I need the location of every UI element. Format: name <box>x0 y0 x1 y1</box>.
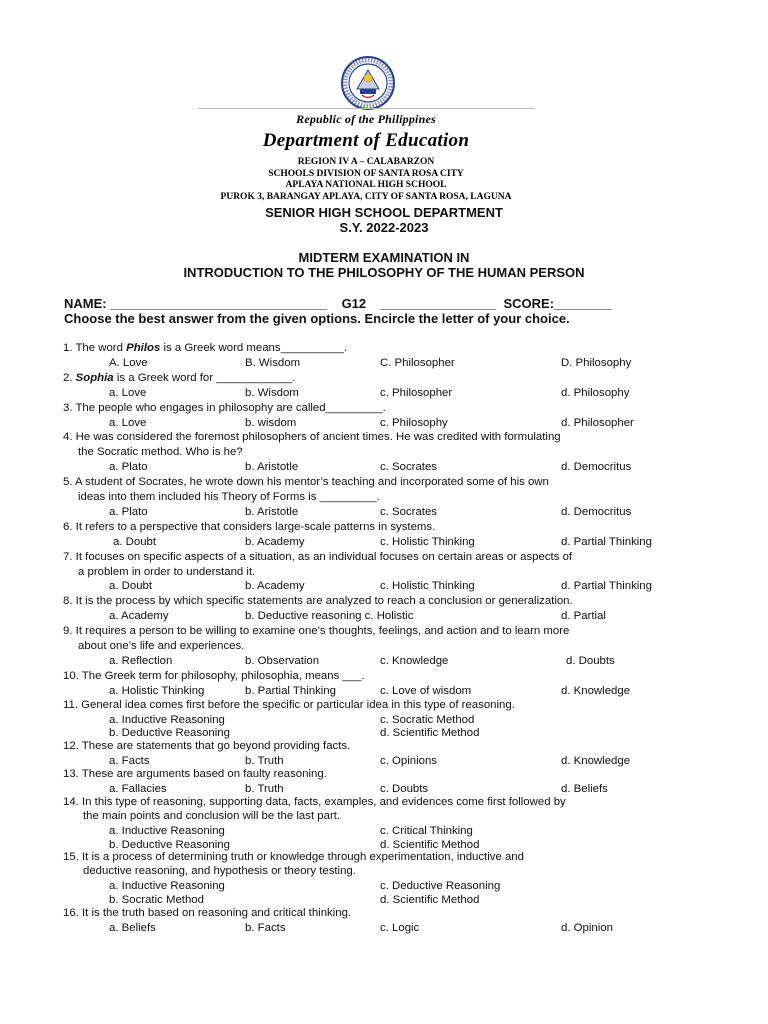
option[interactable]: c. Philosophy <box>380 416 448 429</box>
option[interactable]: d. Democritus <box>561 505 632 518</box>
question-14-options <box>63 824 703 838</box>
exam-title: MIDTERM EXAMINATION IN <box>298 250 470 265</box>
question-12-options <box>63 754 703 768</box>
letterhead-rule <box>198 108 534 109</box>
question-9: 9. It requires a person to be willing to examine one’s thoughts, feelings, and action and to learn more <box>63 625 570 638</box>
question-8: 8. It is the process by which specific statements are analyzed to reach a conclusion or generalization. <box>63 595 573 608</box>
option[interactable]: a. Doubt <box>113 535 157 548</box>
option[interactable]: a. Inductive Reasoning <box>109 880 225 893</box>
question-4: 4. He was considered the foremost philosophers of ancient times. He was credited with formulating <box>63 431 561 444</box>
question-9-options <box>63 654 703 669</box>
question-2-options <box>63 386 703 401</box>
question-13: 13. These are arguments based on faulty reasoning. <box>63 768 327 781</box>
option[interactable]: a. Inductive Reasoning <box>109 824 225 837</box>
question-10-options <box>63 684 703 699</box>
question-14-continued: the main points and conclusion will be the last part. <box>83 809 341 822</box>
option[interactable]: a. Love <box>109 416 147 429</box>
option[interactable]: D. Philosophy <box>561 356 632 369</box>
question-13-options <box>63 782 703 796</box>
question-11: 11. General idea comes first before the specific or particular idea in this type of reasoning. <box>63 698 515 711</box>
question-16-options <box>63 921 703 935</box>
option[interactable]: a. Holistic Thinking <box>109 684 205 697</box>
question-15: 15. It is a process of determining truth or knowledge through experimentation, inductive and <box>63 851 524 864</box>
option[interactable]: a. Beliefs <box>109 921 156 934</box>
option[interactable]: b. Deductive Reasoning <box>109 727 230 740</box>
option[interactable]: b. Deductive reasoning c. Holistic <box>245 610 414 623</box>
question-14-options-row2 <box>63 838 703 852</box>
option[interactable]: d. Doubts <box>566 654 615 667</box>
department-name: Department of Education <box>262 130 470 151</box>
option[interactable]: d. Philosophy <box>561 386 630 399</box>
option[interactable]: c. Holistic Thinking <box>380 535 475 548</box>
question-4-options <box>63 460 703 475</box>
question-3-options <box>63 416 703 431</box>
question-4-continued: the Socratic method. Who is he? <box>78 446 243 459</box>
subject-title: INTRODUCTION TO THE PHILOSOPHY OF THE HUMAN PERSON <box>183 265 585 280</box>
option[interactable]: b. Academy <box>245 535 305 548</box>
question-14: 14. In this type of reasoning, supporting data, facts, examples, and evidences come first followed by <box>63 795 566 808</box>
option[interactable]: b. Partial Thinking <box>245 684 336 697</box>
option[interactable]: b. Aristotle <box>245 461 299 474</box>
option[interactable]: c. Socratic Method <box>380 713 475 726</box>
option[interactable]: d. Beliefs <box>561 782 608 795</box>
school-address: PUROK 3, BARANGAY APLAYA, CITY OF SANTA ROSA, LAGUNA <box>220 191 512 202</box>
option[interactable]: b. Truth <box>245 755 284 768</box>
option[interactable]: d. Democritus <box>561 461 632 474</box>
school-year: S.Y. 2022-2023 <box>339 220 429 235</box>
option[interactable]: b. Truth <box>245 782 284 795</box>
letterhead <box>198 110 534 203</box>
question-7-options <box>63 579 703 594</box>
name-grade-score-row: NAME: ______________________________ G12 ________________ SCORE:________ <box>64 296 612 311</box>
option[interactable]: b. Socratic Method <box>109 894 204 907</box>
option[interactable]: d. Partial Thinking <box>561 580 652 593</box>
question-8-options <box>63 609 703 624</box>
option[interactable]: c. Holistic Thinking <box>380 580 475 593</box>
option[interactable]: b. Deductive Reasoning <box>109 838 230 851</box>
republic-text: Republic of the Philippines <box>296 112 436 126</box>
option[interactable]: d. Opinion <box>561 921 613 934</box>
option[interactable]: c. Philosopher <box>380 386 453 399</box>
question-15-continued: deductive reasoning, and hypothesis or theory testing. <box>83 865 356 878</box>
keyword-philos: Philos <box>126 342 161 354</box>
question-16: 16. It is the truth based on reasoning and critical thinking. <box>63 907 352 920</box>
deped-seal-icon <box>333 56 403 110</box>
option[interactable]: d. Scientific Method <box>380 838 480 851</box>
option[interactable]: c. Logic <box>380 921 420 934</box>
question-10: 10. The Greek term for philosophy, philosophia, means ___. <box>63 669 365 682</box>
division-text: SCHOOLS DIVISION OF SANTA ROSA CITY <box>268 168 464 179</box>
question-5-options <box>63 505 703 520</box>
question-5: 5. A student of Socrates, he wrote down his mentor’s teaching and incorporated some of his own <box>63 476 549 489</box>
option[interactable]: a. Facts <box>109 755 150 768</box>
option[interactable]: a. Doubt <box>109 580 153 593</box>
question-15-options-row2 <box>63 893 703 907</box>
option[interactable]: a. Reflection <box>109 654 173 667</box>
option[interactable]: c. Socrates <box>380 505 437 518</box>
option[interactable]: b. Academy <box>245 580 305 593</box>
option[interactable]: c. Doubts <box>380 782 429 795</box>
option[interactable]: a. Love <box>109 386 147 399</box>
question-9-continued: about one’s life and experiences. <box>78 640 245 652</box>
option[interactable]: c. Socrates <box>380 461 437 474</box>
region-text: REGION IV A – CALABARZON <box>297 157 435 167</box>
option[interactable]: b. wisdom <box>245 416 297 429</box>
option[interactable]: A. Love <box>109 356 148 369</box>
option[interactable]: a. Academy <box>109 610 169 623</box>
question-3: 3. The people who engages in philosophy are called_________. <box>63 401 386 414</box>
option[interactable]: c. Knowledge <box>380 654 449 667</box>
option[interactable]: c. Deductive Reasoning <box>380 880 501 893</box>
question-7: 7. It focuses on specific aspects of a situation, as an individual focuses on certain areas or aspects of <box>63 550 573 563</box>
option[interactable]: d. Partial <box>561 610 606 623</box>
option[interactable]: d. Philosopher <box>561 416 634 429</box>
question-6: 6. It refers to a perspective that considers large-scale patterns in systems. <box>63 520 436 533</box>
option[interactable]: d. Scientific Method <box>380 727 480 740</box>
department-heading: SENIOR HIGH SCHOOL DEPARTMENT <box>265 205 503 220</box>
option[interactable]: a. Inductive Reasoning <box>109 713 225 726</box>
instructions: Choose the best answer from the given options. Encircle the letter of your choice. <box>64 311 570 326</box>
option[interactable]: b. Observation <box>245 654 320 667</box>
option[interactable]: d. Scientific Method <box>380 894 480 907</box>
option[interactable]: c. Love of wisdom <box>380 684 472 697</box>
school-name: APLAYA NATIONAL HIGH SCHOOL <box>285 180 447 191</box>
question-1: 1. The word Philos is a Greek word means__________. <box>63 342 348 354</box>
question-7-continued: a problem in order to understand it. <box>78 565 256 578</box>
question-list <box>63 341 703 935</box>
question-12: 12. These are statements that go beyond providing facts. <box>63 740 351 753</box>
option[interactable]: d. Knowledge <box>561 684 631 697</box>
option[interactable]: c. Opinions <box>380 755 437 768</box>
keyword-sophia: Sophia <box>75 371 114 384</box>
option[interactable]: C. Philosopher <box>380 356 455 369</box>
option[interactable]: a. Plato <box>109 505 148 518</box>
option[interactable]: c. Critical Thinking <box>380 824 473 837</box>
option[interactable]: b. Wisdom <box>245 386 299 399</box>
question-11-options <box>63 713 703 727</box>
question-6-options <box>63 535 703 550</box>
question-1-options <box>63 356 703 371</box>
option[interactable]: a. Plato <box>109 461 148 474</box>
question-2: 2. Sophia is a Greek word for ____________. <box>63 371 296 384</box>
question-15-options <box>63 879 703 893</box>
option[interactable]: B. Wisdom <box>245 356 301 369</box>
option[interactable]: b. Aristotle <box>245 505 299 518</box>
option[interactable]: d. Knowledge <box>561 755 631 768</box>
question-5-continued: ideas into them included his Theory of Forms is _________. <box>78 491 380 503</box>
question-11-options-row2 <box>63 726 703 740</box>
option[interactable]: a. Fallacies <box>109 782 167 795</box>
option[interactable]: d. Partial Thinking <box>561 535 652 548</box>
option[interactable]: b. Facts <box>245 921 286 934</box>
